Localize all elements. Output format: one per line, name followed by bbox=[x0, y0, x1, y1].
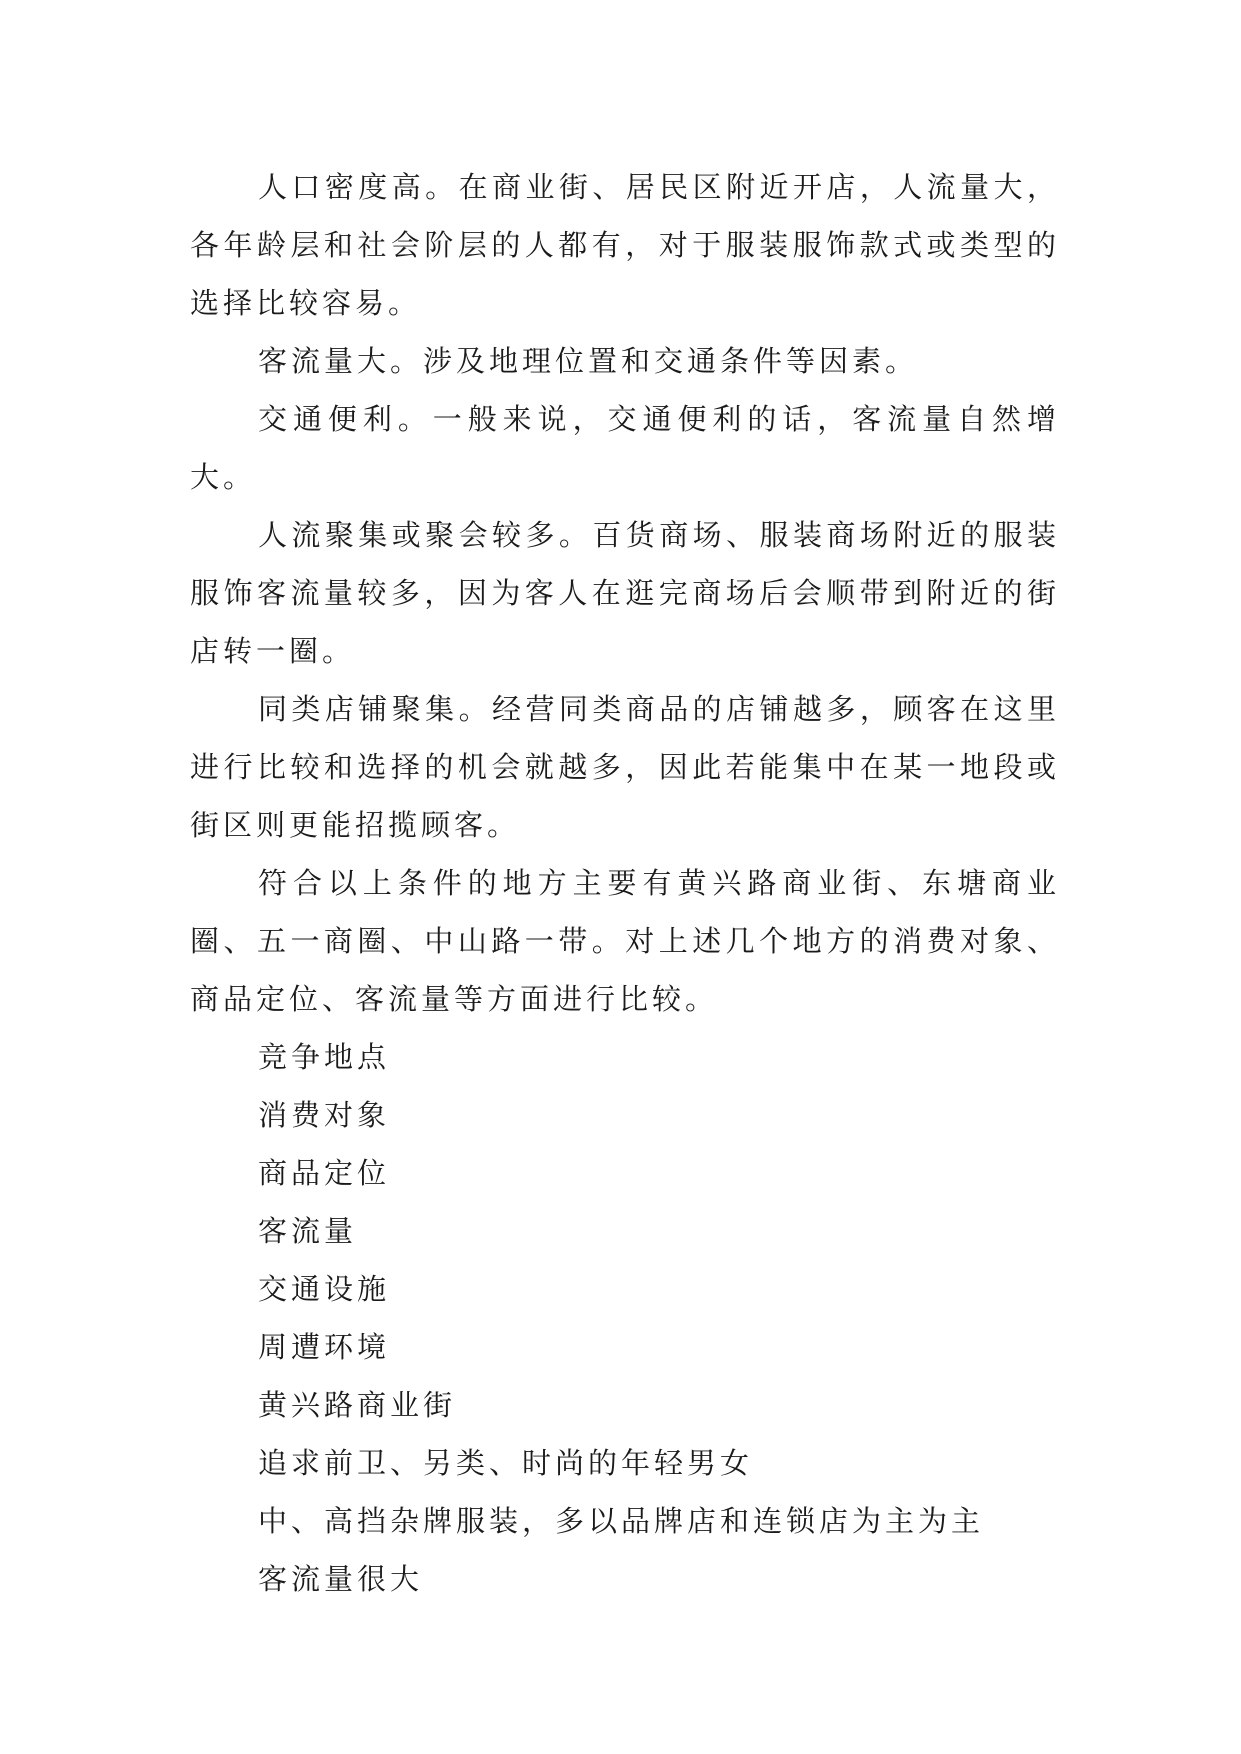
list-item-huangxing-road: 黄兴路商业街 bbox=[258, 1388, 457, 1422]
list-item-very-high-traffic: 客流量很大 bbox=[258, 1562, 424, 1596]
paragraph-customer-flow: 客流量大。涉及地理位置和交通条件等因素。 bbox=[258, 344, 919, 378]
list-item-transport-facilities: 交通设施 bbox=[258, 1272, 391, 1306]
paragraph-crowd-gathering: 人流聚集或聚会较多。百货商场、服装商场附近的服装服饰客流量较多，因为客人在逛完商场后会顺带到附近的街店转一圈。 bbox=[190, 518, 1060, 668]
paragraph-similar-stores: 同类店铺聚集。经营同类商品的店铺越多，顾客在这里进行比较和选择的机会就越多，因此若能集中在某一地段或街区则更能招揽顾客。 bbox=[190, 692, 1060, 842]
paragraph-qualifying-locations: 符合以上条件的地方主要有黄兴路商业街、东塘商业圈、五一商圈、中山路一带。对上述几个地方的消费对象、商品定位、客流量等方面进行比较。 bbox=[190, 866, 1060, 1016]
list-item-young-fashion-consumers: 追求前卫、另类、时尚的年轻男女 bbox=[258, 1446, 754, 1480]
list-item-surroundings: 周遭环境 bbox=[258, 1330, 391, 1364]
document-body bbox=[190, 158, 1060, 1608]
list-item-consumer-target: 消费对象 bbox=[258, 1098, 391, 1132]
paragraph-population-density: 人口密度高。在商业街、居民区附近开店，人流量大，各年龄层和社会阶层的人都有，对于服装服饰款式或类型的选择比较容易。 bbox=[190, 170, 1060, 320]
list-item-competition-location: 竞争地点 bbox=[258, 1040, 391, 1074]
list-item-customer-volume: 客流量 bbox=[258, 1214, 358, 1248]
list-item-product-positioning: 商品定位 bbox=[258, 1156, 391, 1190]
paragraph-transport-convenience: 交通便利。一般来说，交通便利的话，客流量自然增大。 bbox=[190, 402, 1060, 494]
list-item-mid-high-brands: 中、高挡杂牌服装，多以品牌店和连锁店为主为主 bbox=[258, 1504, 985, 1538]
